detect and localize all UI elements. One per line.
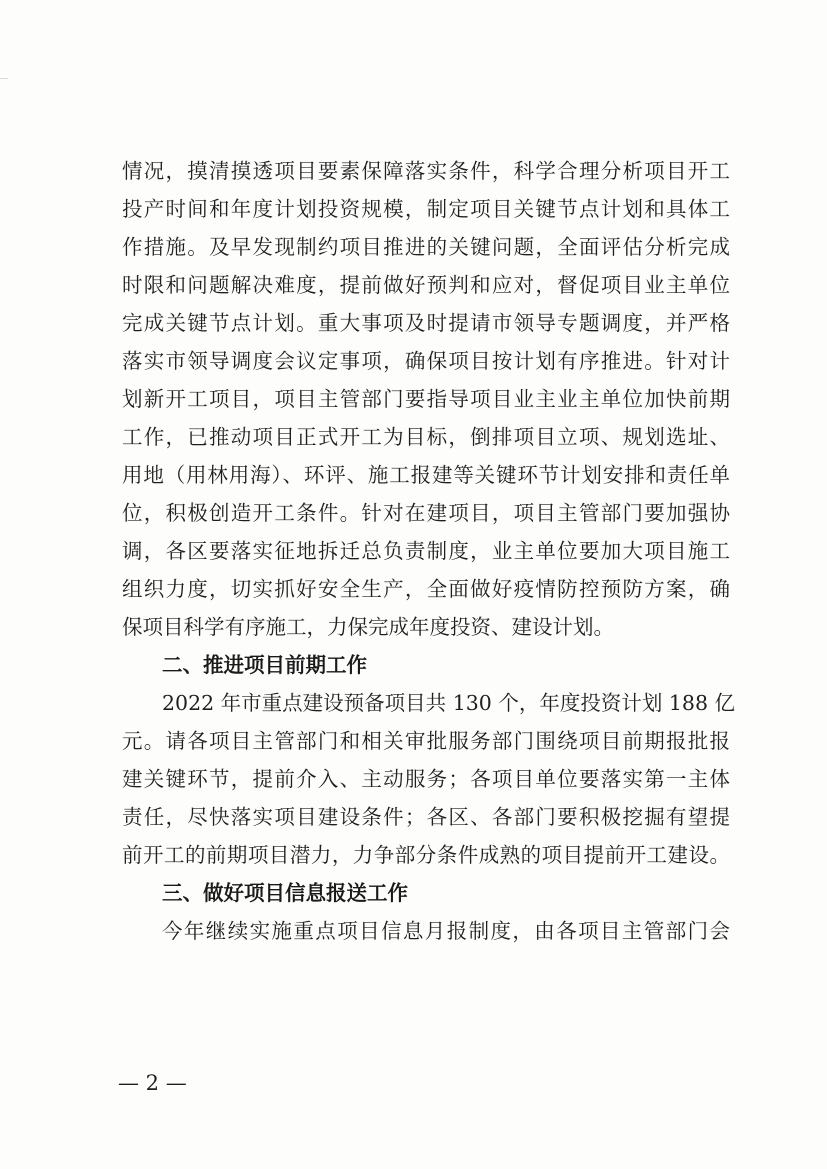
body-line-3: 作措施。及早发现制约项目推进的关键问题，全面评估分析完成 [122,235,730,259]
section-3-line-1: 今年继续实施重点项目信息月报制度，由各项目主管部门会 [162,919,730,943]
page-number: — 2 — [118,1071,187,1095]
scan-margin-mark [0,78,8,79]
body-line-8: 工作，已推动项目正式开工为目标，倒排项目立项、规划选址、 [122,425,730,449]
section-2-line-1: 2022 年市重点建设预备项目共 130 个，年度投资计划 188 亿 [162,691,736,715]
body-line-6: 落实市领导调度会议定事项，确保项目按计划有序推进。针对计 [122,349,730,373]
section-2-line-3: 建关键环节，提前介入、主动服务；各项目单位要落实第一主体 [122,767,730,791]
section-heading-3: 三、做好项目信息报送工作 [162,881,408,905]
body-line-10: 位，积极创造开工条件。针对在建项目，项目主管部门要加强协 [122,501,730,525]
body-line-9: 用地（用林用海）、环评、施工报建等关键环节计划安排和责任单 [122,463,730,487]
section-2-line-4: 责任，尽快落实项目建设条件；各区、各部门要积极挖掘有望提 [122,805,730,829]
body-line-5: 完成关键节点计划。重大事项及时提请市领导专题调度，并严格 [122,311,730,335]
body-line-11: 调，各区要落实征地拆迁总负责制度，业主单位要加大项目施工 [122,539,730,563]
section-heading-2: 二、推进项目前期工作 [162,653,367,677]
body-line-2: 投产时间和年度计划投资规模，制定项目关键节点计划和具体工 [122,197,730,221]
body-line-13: 保项目科学有序施工，力保完成年度投资、建设计划。 [122,615,614,639]
section-2-line-5: 前开工的前期项目潜力，力争部分条件成熟的项目提前开工建设。 [122,843,730,867]
body-line-12: 组织力度，切实抓好安全生产，全面做好疫情防控预防方案，确 [122,577,730,601]
body-line-1: 情况，摸清摸透项目要素保障落实条件，科学合理分析项目开工 [122,159,730,183]
section-2-line-2: 元。请各项目主管部门和相关审批服务部门围绕项目前期报批报 [122,729,730,753]
body-line-4: 时限和问题解决难度，提前做好预判和应对，督促项目业主单位 [122,273,730,297]
body-line-7: 划新开工项目，项目主管部门要指导项目业主业主单位加快前期 [122,387,730,411]
